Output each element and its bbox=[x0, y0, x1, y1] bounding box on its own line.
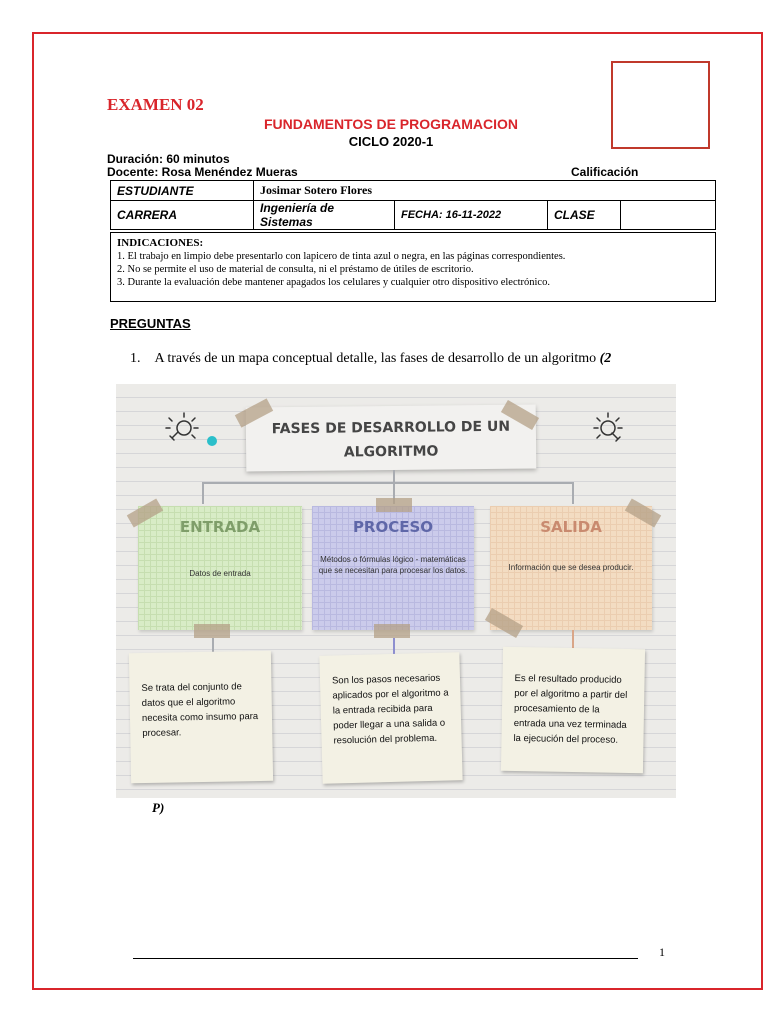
lightbulb-icon bbox=[160, 408, 200, 448]
phase-text: Métodos o fórmulas lógico - matemáticas que se necesitan para procesar los datos. bbox=[318, 555, 468, 575]
class-label: CLASE bbox=[548, 201, 621, 230]
question-points: (2 bbox=[599, 351, 612, 366]
phase-note-entrada bbox=[138, 506, 302, 630]
detail-text: Se trata del conjunto de datos que el algoritmo necesita como insumo para procesar. bbox=[141, 681, 259, 740]
questions-heading: PREGUNTAS bbox=[110, 316, 191, 331]
career-label: CARRERA bbox=[111, 201, 254, 230]
cycle: CICLO 2020-1 bbox=[348, 134, 434, 149]
detail-text: Es el resultado producido por el algoritmo a partir del procesamiento de la entrada una vez terminada la ejecución del proceso. bbox=[513, 672, 628, 746]
class-value bbox=[621, 201, 716, 230]
exam-date: FECHA: 16-11-2022 bbox=[395, 201, 548, 230]
exam-title: EXAMEN 02 bbox=[107, 95, 204, 114]
phase-title: SALIDA bbox=[540, 518, 602, 536]
instruction-item: 1. El trabajo en limpio debe presentarlo con lapicero de tinta azul o negra, en las páginas correspondientes. bbox=[117, 251, 566, 262]
infographic-title: FASES DE DESARROLLO DE UN ALGORITMO bbox=[271, 418, 511, 461]
detail-card-salida bbox=[501, 647, 645, 773]
course-title: FUNDAMENTOS DE PROGRAMACION bbox=[263, 116, 519, 132]
concept-map-image bbox=[116, 384, 676, 798]
student-label: ESTUDIANTE bbox=[111, 181, 254, 201]
footer-line bbox=[133, 958, 638, 959]
instruction-item: 2. No se permite el uso de material de consulta, ni el préstamo de útiles de escritorio. bbox=[117, 264, 474, 275]
tape bbox=[376, 498, 412, 512]
instructions-title: INDICACIONES: bbox=[117, 237, 204, 249]
lightbulb-icon bbox=[590, 408, 630, 448]
student-info-table bbox=[110, 180, 716, 230]
tape bbox=[194, 624, 230, 638]
teacher: Docente: Rosa Menéndez Mueras bbox=[107, 165, 298, 179]
instructions-box bbox=[110, 232, 716, 302]
question-1 bbox=[130, 351, 611, 367]
detail-card-entrada bbox=[129, 651, 273, 783]
duration: Duración: 60 minutos bbox=[107, 152, 230, 166]
accent-dot bbox=[207, 436, 217, 446]
career-value: Ingeniería de Sistemas bbox=[254, 201, 395, 230]
phase-note-proceso bbox=[312, 506, 474, 630]
page-number: 1 bbox=[659, 945, 665, 959]
question-number: 1. bbox=[130, 351, 141, 366]
question-points-end: P) bbox=[152, 800, 165, 815]
phase-title: PROCESO bbox=[352, 518, 434, 536]
title-banner bbox=[246, 404, 537, 471]
tape bbox=[374, 624, 410, 638]
connector-line bbox=[572, 482, 574, 504]
instruction-item: 3. Durante la evaluación debe mantener apagados los celulares y cualquier otro dispositivo electrónico. bbox=[117, 277, 550, 288]
student-value: Josimar Sotero Flores bbox=[254, 181, 716, 201]
table-row bbox=[111, 181, 716, 201]
connector-line bbox=[202, 482, 204, 504]
table-row bbox=[111, 201, 716, 230]
grade-label: Calificación bbox=[571, 165, 639, 179]
phase-text: Datos de entrada bbox=[189, 569, 251, 578]
detail-card-proceso bbox=[319, 652, 462, 784]
phase-note-salida bbox=[490, 506, 652, 630]
connector-line bbox=[202, 482, 572, 484]
phase-title: ENTRADA bbox=[179, 518, 261, 536]
detail-text: Son los pasos necesarios aplicados por el algoritmo a la entrada recibida para poder llegar a una salida o resolución del problema. bbox=[331, 672, 449, 747]
phase-text: Información que se desea producir. bbox=[508, 563, 634, 572]
question-text: A través de un mapa conceptual detalle, las fases de desarrollo de un algoritmo bbox=[154, 351, 600, 366]
